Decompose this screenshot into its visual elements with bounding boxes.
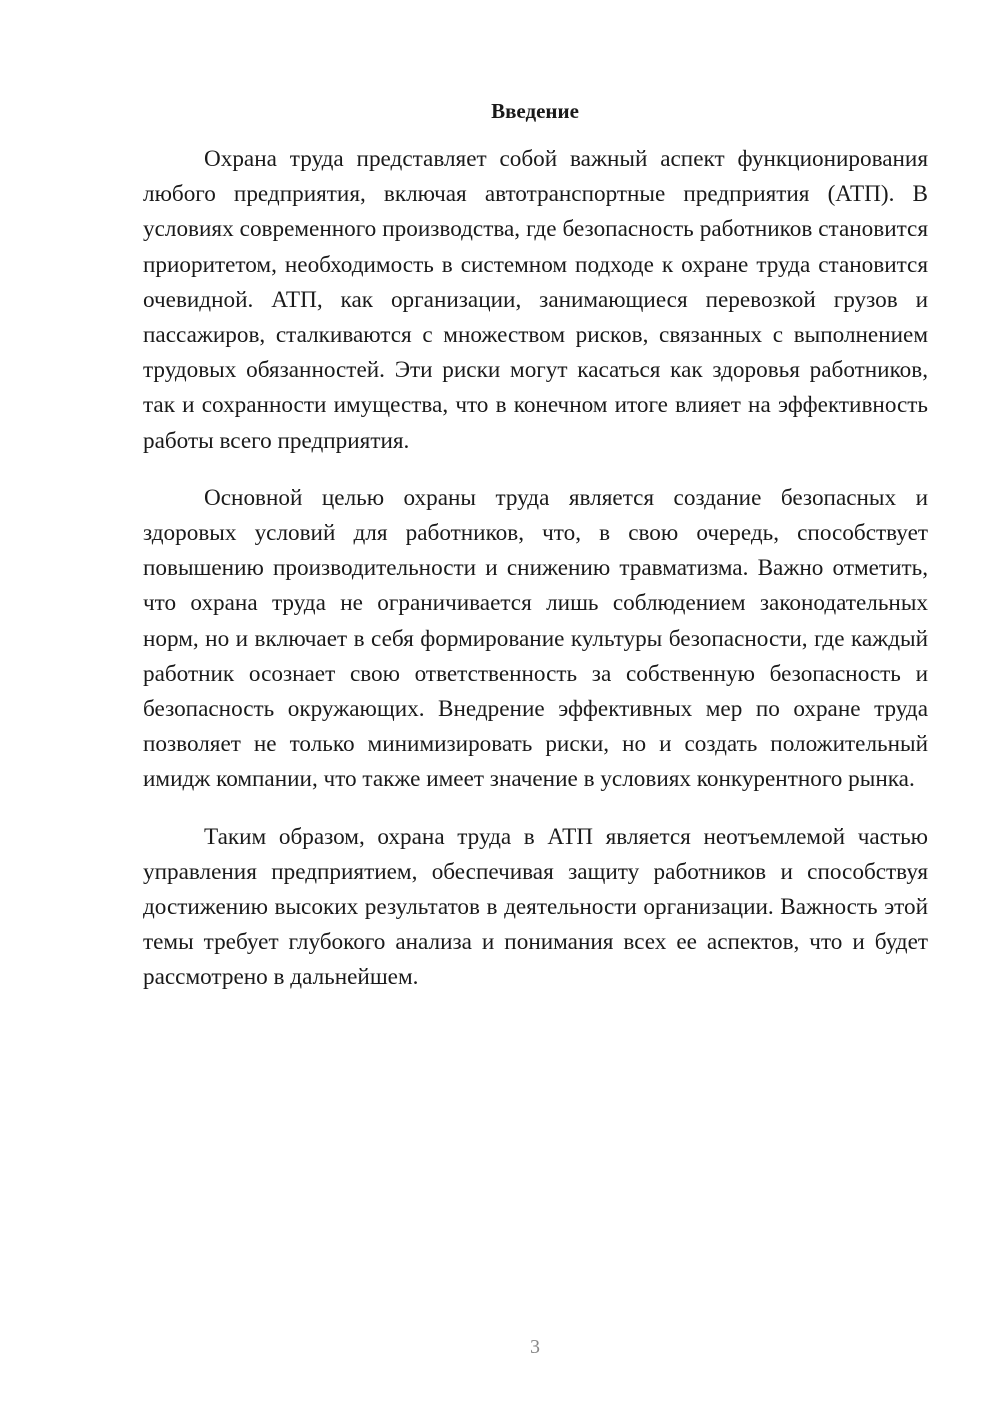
paragraph-1: Охрана труда представляет собой важный аспект функционирования любого предприятия, включая автотранспортные предприятия (АТП). В условиях современного производства, где безопасность работников становится приоритетом, необходимость в системном подходе к охране труда становится очевидной. АТП, как организации, занимающиеся перевозкой грузов и пассажиров, сталкиваются с множеством рисков, связанных с выполнением трудовых обязанностей. Эти риски могут касаться как здоровья работников, так и сохранности имущества, что в конечном итоге влияет на эффективность работы всего предприятия. [143, 146, 928, 454]
page-title: Введение [491, 99, 579, 123]
paragraph-2: Основной целью охраны труда является создание безопасных и здоровых условий для работников, что, в свою очередь, способствует повышению производительности и снижению травматизма. Важно отметить, что охрана труда не ограничивается лишь соблюдением законодательных норм, но и включает в себя формирование культуры безопасности, где каждый работник осознает свою ответственность за собственную безопасность и безопасность окружающих. Внедрение эффективных мер по охране труда позволяет не только минимизировать риски, но и создать положительный имидж компании, что также имеет значение в условиях конкурентного рынка. [143, 484, 928, 793]
paragraph-3: Таким образом, охрана труда в АТП является неотъемлемой частью управления предприятием, обеспечивая защиту работников и способствуя достижению высоких результатов в деятельности организации. Важность этой темы требует глубокого анализа и понимания всех ее аспектов, что и будет рассмотрено в дальнейшем. [143, 823, 928, 991]
page-number: 3 [530, 1336, 540, 1358]
document-body [143, 142, 928, 996]
